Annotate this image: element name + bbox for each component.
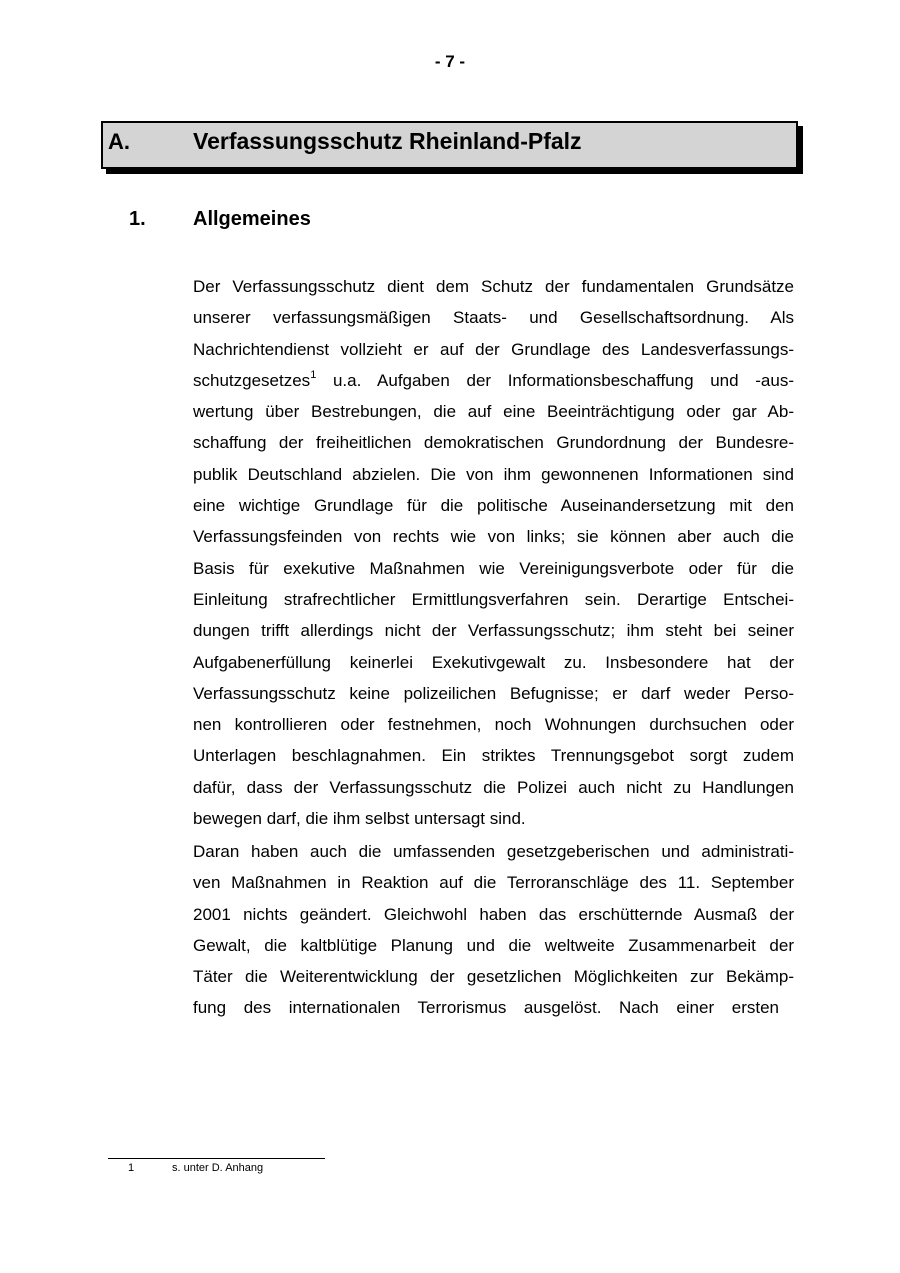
paragraph-line: Basis für exekutive Maßnahmen wie Vereinigungsverbote oder für die xyxy=(193,558,794,578)
paragraph-line: nen kontrollieren oder festnehmen, noch Wohnungen durchsuchen oder xyxy=(193,715,794,735)
paragraph-line: wertung über Bestrebungen, die auf eine Beeinträchtigung oder gar Ab- xyxy=(193,402,794,422)
paragraph-line: Täter die Weiterentwicklung der gesetzlichen Möglichkeiten zur Bekämp- xyxy=(193,967,794,987)
paragraph-line: unserer verfassungsmäßigen Staats- und Gesellschaftsordnung. Als xyxy=(193,308,794,328)
paragraph-line: dafür, dass der Verfassungsschutz die Polizei auch nicht zu Handlungen xyxy=(193,777,794,797)
paragraph-1 xyxy=(193,271,794,834)
chapter-title: Verfassungsschutz Rheinland-Pfalz xyxy=(193,128,582,154)
footnote-number: 1 xyxy=(128,1162,135,1174)
paragraph-line-start: schutzgesetzes xyxy=(193,370,311,390)
paragraph-line: Unterlagen beschlagnahmen. Ein striktes Trennungsgebot sorgt zudem xyxy=(193,746,794,766)
paragraph-line: Daran haben auch die umfassenden gesetzgeberischen und administrati- xyxy=(193,842,794,861)
paragraph-line: Verfassungsschutz keine polizeilichen Befugnisse; er darf weder Perso- xyxy=(193,683,794,703)
paragraph-line: publik Deutschland abzielen. Die von ihm gewonnenen Informationen sind xyxy=(193,464,794,484)
page-number: - 7 - xyxy=(434,52,466,71)
paragraph-line: ven Maßnahmen in Reaktion auf die Terroranschläge des 11. September xyxy=(193,873,794,893)
paragraph-line: Nachrichtendienst vollzieht er auf der Grundlage des Landesverfassungs- xyxy=(193,339,794,359)
paragraph-line: Einleitung strafrechtlicher Ermittlungsverfahren sein. Derartige Entschei- xyxy=(193,589,794,609)
paragraph-line: Aufgabenerfüllung keinerlei Exekutivgewalt zu. Insbesondere hat der xyxy=(193,652,794,672)
paragraph-line-rest: u.a. Aufgaben der Informationsbeschaffung und -aus- xyxy=(332,370,794,390)
paragraph-line: 2001 nichts geändert. Gleichwohl haben das erschütternde Ausmaß der xyxy=(193,904,794,924)
footnote-separator xyxy=(108,1158,325,1159)
paragraph-line: dungen trifft allerdings nicht der Verfassungsschutz; ihm steht bei seiner xyxy=(193,621,794,641)
paragraph-line-with-footnote xyxy=(193,365,794,396)
paragraph-line: fung des internationalen Terrorismus ausgelöst. Nach einer ersten xyxy=(193,998,779,1018)
chapter-letter: A. xyxy=(108,129,130,154)
paragraph-line: eine wichtige Grundlage für die politische Auseinandersetzung mit den xyxy=(193,496,794,516)
paragraph-line: schaffung der freiheitlichen demokratischen Grundordnung der Bundesre- xyxy=(193,433,794,453)
footnote-text: s. unter D. Anhang xyxy=(172,1162,264,1174)
section-number: 1. xyxy=(129,208,146,230)
paragraph-line: Gewalt, die kaltblütige Planung und die weltweite Zusammenarbeit der xyxy=(193,935,794,955)
paragraph-line: Der Verfassungsschutz dient dem Schutz der fundamentalen Grundsätze xyxy=(193,277,794,296)
footnote-reference[interactable]: 1 xyxy=(310,368,317,381)
chapter-heading-box xyxy=(101,121,798,169)
paragraph-line: Verfassungsfeinden von rechts wie von links; sie können aber auch die xyxy=(193,527,794,547)
section-title: Allgemeines xyxy=(193,208,311,230)
paragraph-2 xyxy=(193,836,794,1024)
paragraph-line: bewegen darf, die ihm selbst untersagt sind. xyxy=(193,809,526,829)
